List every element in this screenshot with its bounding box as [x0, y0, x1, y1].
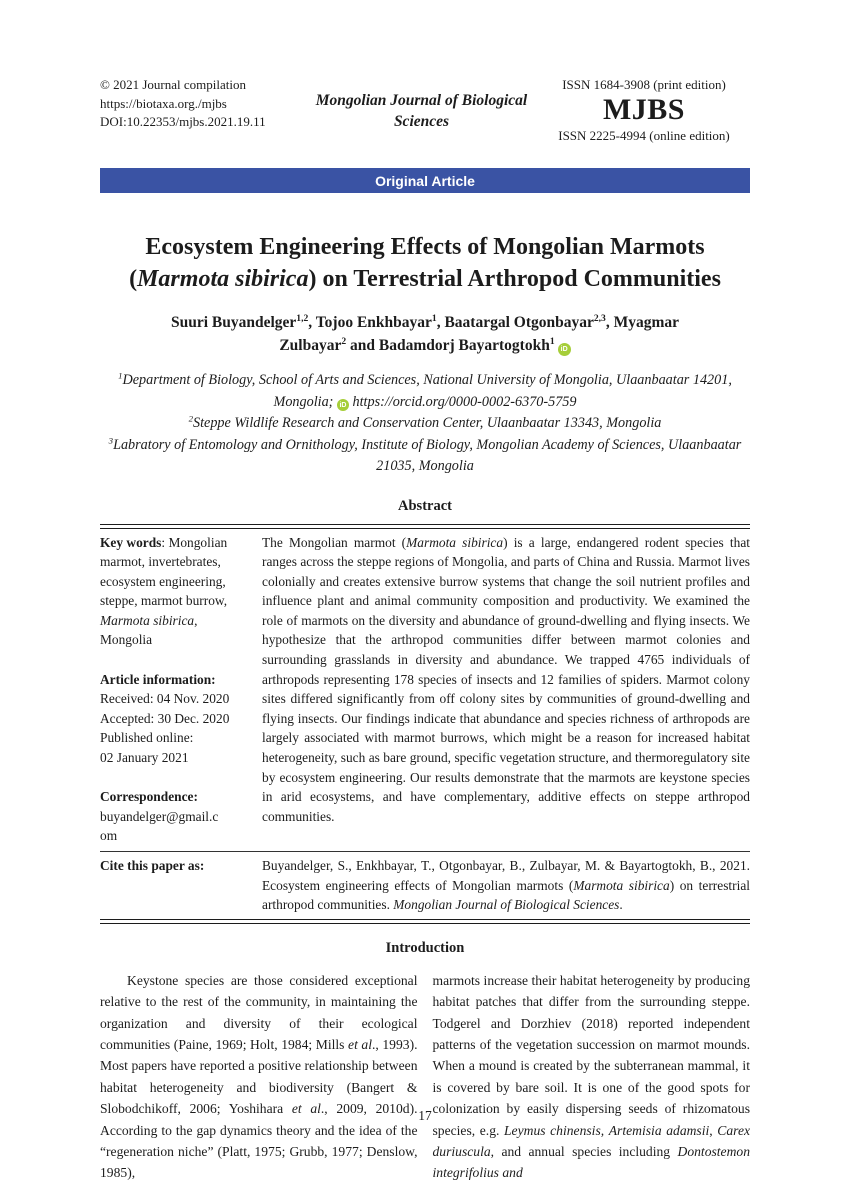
abstract-heading: Abstract [398, 497, 452, 514]
correspondence-heading: Correspondence: [100, 789, 198, 805]
received-date: Received: 04 Nov. 2020 [100, 691, 230, 707]
doi-link[interactable]: DOI:10.22353/mjbs.2021.19.11 [100, 114, 266, 129]
introduction-heading: Introduction [385, 939, 465, 956]
issn-print: ISSN 1684-3908 (print edition) [562, 77, 726, 92]
cite-label: Cite this paper as: [100, 858, 205, 873]
affiliation-3: $^3$Labratory of Entomology and Ornithology, Institute of Biology, Mongolian Academy of Sciences, Ulaanbaatar 21035, Mongolia [108, 434, 742, 474]
intro-column-left [100, 970, 418, 1184]
intro-paragraph-left: Keystone species are those considered exceptional relative to the rest of the community, in maintaining the organization and diversity of their ecological communities (Paine, 1969; Holt, 1984; Mills et al., 1993). Most papers have reported a positive relationship between habitat heterogeneity and biodiversity (Bangert & Slobodchikoff, 2006; Yoshihara et al., 2009, 2010d). According to the gap dynamics theory and the idea of the “regeneration niche” (Platt, 1975; Grubb, 1977; Denslow, 1985), [100, 972, 418, 1181]
abstract-text: The Mongolian marmot (Marmota sibirica) is a large, endangered rodent species that ranges across the steppe regions of Mongolia, and parts of China and Russia. Marmot lives colonially and creates extensive burrow systems that change the soil nutrient profiles and influence plant and animal community composition and productivity. We examined the role of marmots on the diversity and abundance of ground-dwelling and flying insects. We hypothesize that the arthropod communities differ between marmot colonies and surrounding grasslands in diversity and abundance. We trapped 4765 individuals of arthropods representing 178 species of insects and 12 families of spiders. Marmot colony sites differed significantly from off colony sites by communities of ground-dwelling and flying insects. Our findings indicate that abundance and species richness of arthropods are largely associated with marmot burrows, which might be a reason for increased habitat heterogeneity, such as bare ground, specific vegetation structure, and thermoregulatory site by ecosystem engineering. Our results demonstrate that the marmots are keystone species in arid ecosystems, and have complementary, additive effects on steppe arthropod communities. [262, 534, 750, 824]
article-info-block [100, 670, 248, 768]
copyright-line: © 2021 Journal compilation [100, 77, 246, 92]
intro-paragraph-right: marmots increase their habitat heterogeneity by producing habitat patches that differ from the surrounding steppe. Todgerel and Dorzhiev (2018) reported independent patterns of the vegetation succession on marmot mounds. When a mound is created by the subterranean mammal, it is covered by bare soil. It is one of the good spots for colonization by easily dispersing seeds of rhizomatous species, e.g. Leymus chinensis, Artemisia adamsii, Carex duriuscula, and annual species including Dontostemon integrifolius and [432, 972, 751, 1181]
page-number: 17 [418, 1108, 432, 1123]
issn-online: ISSN 2225-4994 (online edition) [558, 128, 730, 143]
published-date: 02 January 2021 [100, 750, 189, 766]
journal-url-link[interactable]: https://biotaxa.org./mjbs [100, 95, 227, 111]
correspondence-email[interactable]: buyandelger@gmail.com [100, 808, 219, 844]
header-center-block [305, 76, 538, 132]
body-columns [100, 970, 750, 1184]
journal-abbrev: MJBS [602, 93, 685, 126]
keywords-block: Key words: Mongolian marmot, invertebrates, ecosystem engineering, steppe, marmot burrow, Marmota sibirica, Mongolia [100, 534, 228, 648]
orcid-icon[interactable]: iD [337, 399, 349, 411]
affiliation-1: $^1$Department of Biology, School of Arts and Sciences, National University of Mongolia, Ulaanbaatar 14201, Mongolia; iD https://orcid.org/0000-0002-6370-5759 [118, 370, 732, 410]
article-type-banner [100, 168, 750, 193]
intro-column-right [433, 970, 751, 1184]
orcid-icon[interactable]: iD [558, 343, 571, 356]
affiliations-block [100, 370, 750, 478]
journal-header [100, 76, 750, 144]
abstract-sidebar [100, 533, 248, 847]
header-right-block [538, 76, 750, 144]
article-info-heading: Article information: [100, 671, 216, 687]
affiliation-2: $^2$Steppe Wildlife Research and Conservation Center, Ulaanbaatar 13343, Mongolia [188, 413, 662, 431]
journal-name: Mongolian Journal of Biological Sciences [315, 92, 528, 130]
divider-bottom [100, 919, 750, 924]
header-left-block [100, 76, 305, 132]
article-type-label: Original Article [375, 172, 475, 189]
correspondence-block [100, 787, 248, 846]
article-title: Ecosystem Engineering Effects of Mongolian Marmots (Marmota sibirica) on Terrestrial Arthropod Communities [129, 234, 721, 292]
citation-text: Buyandelger, S., Enkhbayar, T., Otgonbayar, B., Zulbayar, M. & Bayartogtokh, B., 2021. Ecosystem engineering effects of Mongolian marmots (Marmota sibirica) on terrestrial arthropod communities. Mongolian Journal of Biological Sciences. [262, 858, 750, 913]
author-line: Suuri Buyandelger$^{1,2}$, Tojoo Enkhbayar$^1$, Baatargal Otgonbayar$^{2,3}$, Myagmar Zulbayar$^2$ and Badamdorj Bayartogtokh$^1$iD [170, 312, 680, 354]
abstract-table [100, 524, 750, 924]
published-label: Published online: [100, 730, 194, 746]
accepted-date: Accepted: 30 Dec. 2020 [100, 710, 230, 726]
